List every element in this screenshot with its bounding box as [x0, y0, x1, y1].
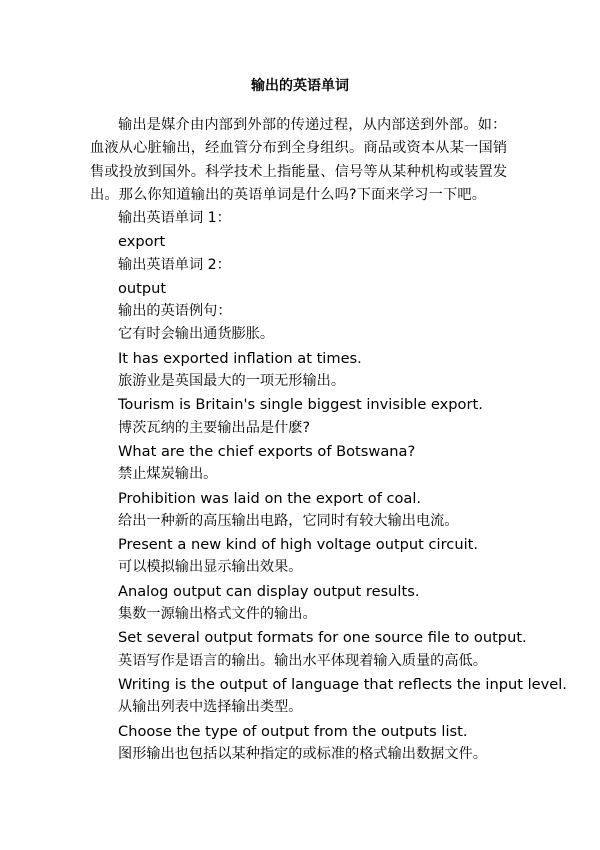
chinese-line: 输出英语单词 1：	[118, 210, 231, 226]
chinese-line: 集数一源输出格式文件的输出。	[118, 606, 317, 623]
chinese-line: 它有时会输出通货膨胀。	[118, 326, 275, 343]
chinese-line: 从输出列表中选择输出类型。	[118, 699, 303, 716]
page-title: 输出的英语单词	[251, 78, 349, 94]
chinese-line: 旅游业是英国最大的一项无形输出。	[118, 373, 346, 390]
chinese-line: 禁止煤炭输出。	[118, 466, 218, 483]
english-line: Present a new kind of high voltage output circuit.	[118, 536, 478, 554]
chinese-line: 输出英语单词 2：	[118, 256, 231, 273]
english-line: output	[118, 279, 167, 297]
english-line: Writing is the output of language that reflects the input level.	[118, 675, 567, 693]
intro-paragraph: 输出是媒介由内部到外部的传递过程，从内部送到外部。如：血液从心脏输出，经血管分布到全身组织。商品或资本从某一国销售或投放到国外。科学技术上指能量、信号等从某种机构或装置发出。那么你知道输出的英语单词是什么吗?下面来学习一下吧。	[90, 117, 508, 203]
english-line: Tourism is Britain's single biggest invisible export.	[118, 396, 483, 414]
chinese-line: 输出的英语例句：	[118, 303, 232, 320]
chinese-line: 给出一种新的高压输出电路，它同时有较大输出电流。	[118, 512, 459, 529]
english-line: Set several output formats for one source file to output.	[118, 629, 527, 647]
chinese-line: 可以模拟输出显示输出效果。	[118, 559, 303, 576]
english-line: Choose the type of output from the outputs list.	[118, 722, 468, 740]
english-line: export	[118, 233, 166, 251]
english-line: Prohibition was laid on the export of coal.	[118, 489, 422, 507]
chinese-line: 图形输出也包括以某种指定的或标准的格式输出数据文件。	[118, 745, 487, 762]
content-lines	[118, 207, 578, 766]
english-line: Analog output can display output results.	[118, 582, 420, 600]
chinese-line: 英语写作是语言的输出。输出水平体现着输入质量的高低。	[118, 652, 487, 669]
english-line: What are the chief exports of Botswana?	[118, 442, 416, 460]
chinese-line: 博茨瓦纳的主要输出品是什麽?	[118, 419, 310, 436]
english-line: It has exported inflation at times.	[118, 349, 362, 367]
